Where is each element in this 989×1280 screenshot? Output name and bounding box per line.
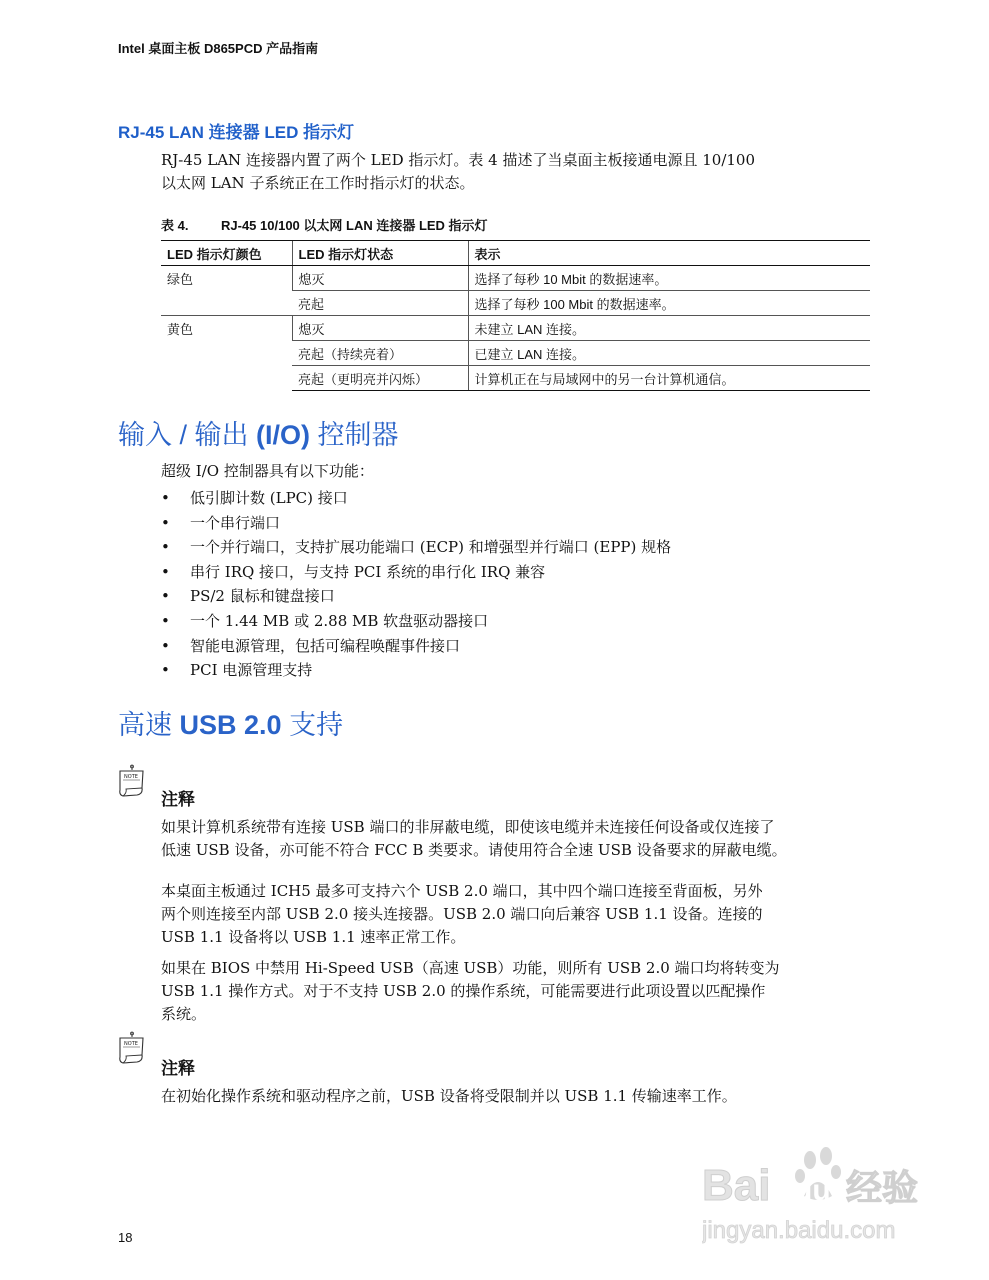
led-meaning-cell: 计算机正在与局域网中的另一台计算机通信。: [468, 366, 870, 391]
led-state-cell: 亮起: [292, 291, 468, 316]
column-header-meaning: 表示: [468, 241, 870, 266]
led-state-cell: 亮起（更明亮并闪烁）: [292, 366, 468, 391]
page-number: 18: [118, 1230, 133, 1245]
paragraph-line: 系统。: [161, 1005, 207, 1023]
led-color-cell: 黄色: [161, 316, 292, 391]
heading-text-bold: USB 2.0: [179, 710, 282, 740]
list-item-text: 一个 1.44 MB 或 2.88 MB 软盘驱动器接口: [190, 611, 489, 630]
watermark-product: 经验: [846, 1168, 919, 1209]
table-caption: [161, 215, 488, 234]
list-item: [161, 511, 671, 536]
list-item-text: 一个串行端口: [190, 513, 281, 532]
heading-text: 控制器: [310, 420, 399, 450]
paragraph-line: 低速 USB 设备，亦可能不符合 FCC B 类要求。请使用符合全速 USB 设备要求的屏蔽电缆。: [161, 841, 787, 859]
table-row: [161, 266, 870, 291]
list-item-text: PS/2 鼠标和键盘接口: [190, 587, 335, 606]
paragraph-line: 两个则连接至内部 USB 2.0 接头连接器。USB 2.0 端口向后兼容 USB 1.1 设备。连接的: [161, 905, 763, 923]
watermark-url: jingyan.baidu.com: [702, 1217, 896, 1244]
list-item-text: PCI 电源管理支持: [190, 661, 313, 680]
watermark-brand-suffix: du: [794, 1174, 831, 1207]
paragraph-line: USB 1.1 操作方式。对于不支持 USB 2.0 的操作系统，可能需要进行此项设置以匹配操作: [161, 982, 766, 1000]
note-label: 注释: [161, 1059, 195, 1079]
led-state-cell: 亮起（持续亮着）: [292, 341, 468, 366]
bullet: •: [161, 538, 170, 557]
list-item-text: 低引脚计数 (LPC) 接口: [190, 489, 348, 507]
table-header-row: [161, 241, 870, 266]
table-row: [161, 316, 870, 341]
note-icon: [117, 764, 147, 798]
table-caption-number: 表 4.: [161, 218, 189, 233]
bullet: •: [161, 513, 170, 532]
note-icon: [117, 1031, 147, 1065]
note-icon-text: NOTE: [124, 774, 138, 780]
io-intro: 超级 I/O 控制器具有以下功能：: [161, 462, 374, 480]
section-heading-rj45: RJ-45 LAN 连接器 LED 指示灯: [118, 123, 355, 142]
paragraph-line: RJ-45 LAN 连接器内置了两个 LED 指示灯。表 4 描述了当桌面主板接通电源且 10/100: [161, 151, 756, 169]
heading-text: 支持: [281, 710, 344, 740]
list-item-text: 一个并行端口，支持扩展功能端口 (ECP) 和增强型并行端口 (EPP) 规格: [190, 538, 672, 557]
section-heading-io-controller: [118, 413, 399, 452]
column-header-led-color: LED 指示灯颜色: [161, 241, 292, 266]
led-status-table: [161, 240, 870, 391]
paragraph-line: 本桌面主板通过 ICH5 最多可支持六个 USB 2.0 端口，其中四个端口连接至背面板，另外: [161, 882, 763, 900]
table-caption-title: RJ-45 10/100 以太网 LAN 连接器 LED 指示灯: [221, 218, 488, 233]
led-state-cell: 熄灭: [292, 266, 468, 291]
bullet: •: [161, 661, 170, 680]
bullet: •: [161, 636, 170, 655]
list-item: [161, 609, 671, 634]
paragraph-line: 以太网 LAN 子系统正在工作时指示灯的状态。: [161, 174, 475, 192]
baidu-jingyan-watermark: [702, 1138, 932, 1253]
section-heading-usb: [118, 703, 343, 742]
usb-paragraph-1: [161, 880, 861, 949]
heading-text: 高速: [118, 710, 180, 740]
list-item: [161, 560, 671, 585]
note-label: 注释: [161, 790, 195, 810]
list-item: [161, 486, 671, 511]
paragraph-line: USB 1.1 设备将以 USB 1.1 速率正常工作。: [161, 928, 466, 946]
led-meaning-cell: 未建立 LAN 连接。: [468, 316, 870, 341]
led-state-cell: 熄灭: [292, 316, 468, 341]
led-meaning-cell: 已建立 LAN 连接。: [468, 341, 870, 366]
note-paragraph: [161, 816, 876, 862]
heading-text: 输入 / 输出: [118, 420, 257, 450]
paragraph-line: 如果在 BIOS 中禁用 Hi-Speed USB（高速 USB）功能，则所有 USB 2.0 端口均将转变为: [161, 959, 780, 977]
paragraph-line: 在初始化操作系统和驱动程序之前，USB 设备将受限制并以 USB 1.1 传输速率工作。: [161, 1087, 737, 1105]
list-item: [161, 634, 671, 659]
column-header-led-state: LED 指示灯状态: [292, 241, 468, 266]
led-color-cell: 绿色: [167, 273, 194, 288]
usb-paragraph-2: [161, 957, 861, 1026]
bullet: •: [161, 587, 170, 606]
running-header: Intel 桌面主板 D865PCD 产品指南: [118, 41, 319, 56]
list-item-text: 智能电源管理，包括可编程唤醒事件接口: [190, 636, 461, 655]
led-meaning-cell: 选择了每秒 100 Mbit 的数据速率。: [468, 291, 870, 316]
note-icon-text: NOTE: [124, 1041, 138, 1047]
io-feature-list: [161, 486, 671, 683]
bullet: •: [161, 611, 170, 630]
list-item: [161, 535, 671, 560]
led-meaning-cell: 选择了每秒 10 Mbit 的数据速率。: [468, 266, 870, 291]
list-item: [161, 658, 671, 683]
watermark-brand: Bai: [702, 1161, 771, 1210]
paragraph-line: 如果计算机系统带有连接 USB 端口的非屏蔽电缆，即使该电缆并未连接任何设备或仅连接了: [161, 818, 775, 836]
note-paragraph: [161, 1085, 861, 1108]
bullet: •: [161, 562, 170, 581]
heading-text-bold: (I/O): [256, 420, 311, 450]
list-item: [161, 584, 671, 609]
list-item-text: 串行 IRQ 接口，与支持 PCI 系统的串行化 IRQ 兼容: [190, 562, 546, 581]
rj45-paragraph: [161, 149, 861, 195]
bullet: •: [161, 489, 170, 507]
